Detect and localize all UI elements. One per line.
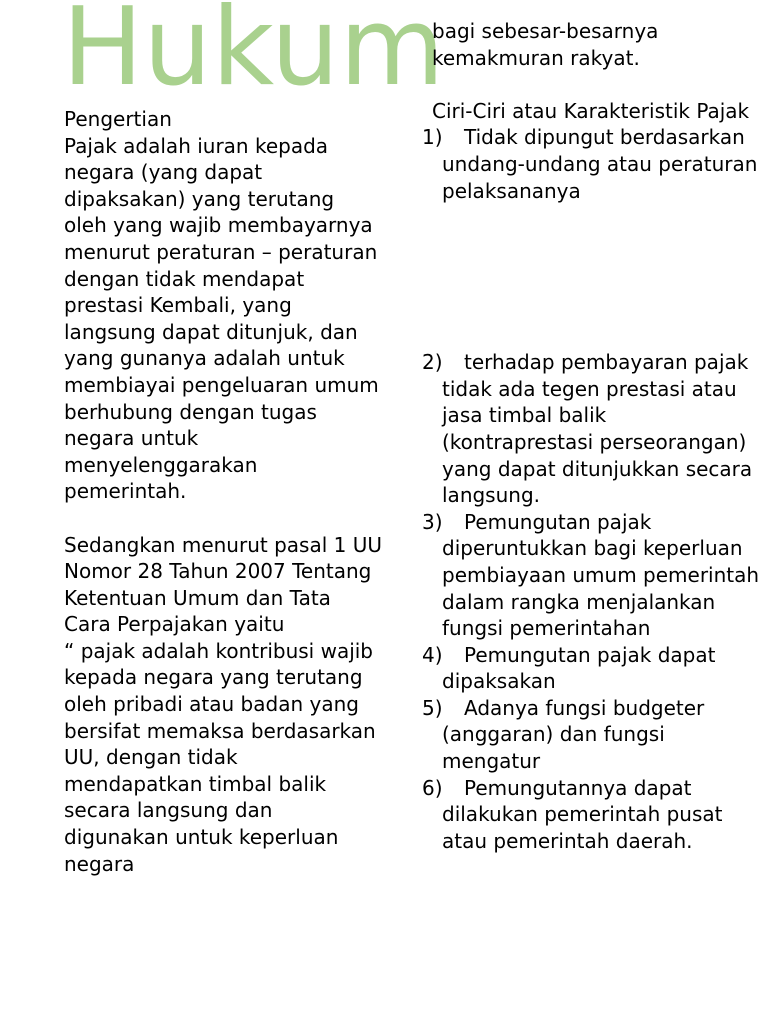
list-item-text: terhadap pembayaran pajak tidak ada tegen prestasi atau jasa timbal balik (kontraprestasi perseorangan) yang dapat ditunjukkan secara langsung.	[442, 350, 753, 508]
list-spacer	[422, 204, 762, 349]
definition-heading: Pengertian	[64, 107, 172, 131]
right-column	[422, 18, 762, 854]
list-item-number: 3)	[422, 509, 443, 534]
list-item-text: Adanya fungsi budgeter (anggaran) dan fungsi mengatur	[442, 695, 705, 774]
definition-text: Pajak adalah iuran kepada negara (yang dapat dipaksakan) yang terutang oleh yang wajib membayarnya menurut peraturan – peraturan dengan tidak mendapat prestasi Kembali, yang langsung dapat ditunjuk, dan yang gunanya adalah untuk membiayai pengeluaran umum berhubung dengan tugas negara untuk menyelenggarakan pemerintah.	[64, 133, 379, 504]
list-item-text: Pemungutannya dapat dilakukan pemerintah pusat atau pemerintah daerah.	[442, 775, 723, 853]
list-item	[422, 124, 762, 204]
continuation-text: bagi sebesar-besarnya kemakmuran rakyat.	[432, 19, 659, 70]
law-quote-text: “ pajak adalah kontribusi wajib kepada negara yang terutang oleh pribadi atau badan yang bersifat memaksa berdasarkan UU, dengan tidak mendapatkan timbal balik secara langsung dan digunakan untuk keperluan negara	[64, 638, 376, 876]
list-item-text: Tidak dipungut berdasarkan undang-undang atau peraturan pelaksananya	[442, 125, 758, 203]
list-item	[422, 695, 762, 775]
paragraph-gap	[64, 505, 382, 532]
law-intro-text: Sedangkan menurut pasal 1 UU Nomor 28 Tahun 2007 Tentang Ketentuan Umum dan Tata Cara Perpajakan yaitu	[64, 532, 382, 637]
list-item	[422, 349, 762, 509]
list-item-text: Pemungutan pajak dapat dipaksakan	[442, 642, 716, 694]
paragraph-gap	[422, 71, 762, 98]
list-item-text: Pemungutan pajak diperuntukkan bagi keperluan pembiayaan umum pemerintah dalam rangka menjalankan fungsi pemerintahan	[442, 509, 760, 641]
page-title: Hukum	[62, 0, 445, 110]
list-item-number: 1)	[422, 125, 443, 150]
left-column	[64, 106, 382, 877]
list-item	[422, 642, 762, 695]
list-item	[422, 775, 762, 855]
characteristics-heading: Ciri-Ciri atau Karakteristik Pajak	[432, 98, 750, 123]
list-item-number: 5)	[422, 695, 443, 720]
list-item-number: 4)	[422, 642, 443, 667]
list-item-number: 2)	[422, 350, 443, 375]
list-item	[422, 509, 762, 642]
list-item-number: 6)	[422, 775, 443, 800]
